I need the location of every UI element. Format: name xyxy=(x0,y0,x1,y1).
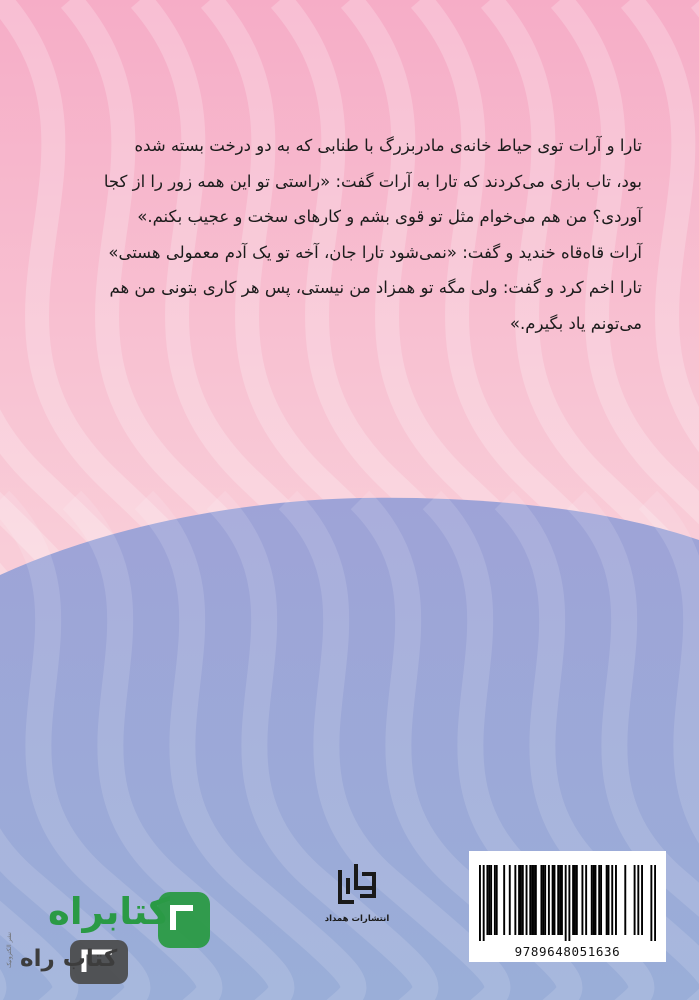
barcode-bar xyxy=(591,865,593,935)
barcode-bar xyxy=(540,865,542,935)
barcode-bar xyxy=(574,865,576,935)
barcode-bar xyxy=(598,865,600,935)
barcode-bar xyxy=(654,865,656,941)
barcode-bar xyxy=(593,865,595,935)
barcode-bar xyxy=(608,865,610,935)
barcode-bar xyxy=(522,865,524,935)
barcode-bar xyxy=(552,865,554,935)
watermark-brand xyxy=(8,880,223,995)
barcode-bar xyxy=(650,865,652,941)
publisher-logo-icon xyxy=(326,862,388,938)
barcode-bar xyxy=(548,865,550,935)
barcode-bar xyxy=(488,865,490,935)
barcode-bar xyxy=(526,865,528,935)
barcode-bar xyxy=(637,865,639,935)
barcode-bar xyxy=(509,865,511,935)
watermark-side-text: نشر الکترونیک xyxy=(6,932,13,968)
isbn-barcode xyxy=(469,851,666,962)
barcode-bar xyxy=(531,865,533,935)
story-line: آوردی؟ من هم می‌خوام مثل تو قوی بشم و کارهای سخت و عجیب بکنم.» xyxy=(137,207,642,226)
barcode-bar xyxy=(520,865,522,935)
barcode-bar xyxy=(581,865,583,935)
barcode-bar xyxy=(544,865,546,935)
barcode-bar xyxy=(557,865,559,935)
barcode-bar xyxy=(479,865,481,941)
barcode-bar xyxy=(494,865,496,935)
publisher-name: انتشارات همداد xyxy=(324,914,390,924)
watermark-brand-text: کتابراه xyxy=(48,890,170,933)
barcode-bar xyxy=(576,865,578,935)
barcode-bars xyxy=(479,865,656,941)
barcode-bar xyxy=(641,865,643,935)
barcode-bar xyxy=(611,865,613,935)
story-line: بود، تاب بازی می‌کردند که تارا به آرات گفت: «راستی تو این همه زور را از کجا xyxy=(103,171,642,191)
barcode-bar xyxy=(585,865,587,935)
barcode-bar xyxy=(559,865,561,935)
barcode-bar xyxy=(542,865,544,935)
barcode-bar xyxy=(600,865,602,935)
story-line: تارا اخم کرد و گفت: ولی مگه تو همزاد من نیستی، پس هر کاری بتونی من هم xyxy=(109,278,642,297)
barcode-bar xyxy=(568,865,570,941)
story-line: آرات قاه‌قاه خندید و گفت: «نمی‌شود تارا جان، آخه تو یک آدم معمولی هستی» xyxy=(108,242,642,262)
story-line: تارا و آرات توی حیاط خانه‌ی مادربزرگ با طنابی که به دو درخت بسته شده xyxy=(134,136,642,155)
barcode-bar xyxy=(533,865,535,935)
barcode-bar xyxy=(634,865,636,935)
barcode-bar xyxy=(535,865,537,935)
story-text xyxy=(60,128,642,341)
barcode-bar xyxy=(565,865,567,941)
barcode-bar xyxy=(606,865,608,935)
barcode-bar xyxy=(572,865,574,935)
barcode-bar xyxy=(624,865,626,935)
isbn-number: 9789648051636 xyxy=(514,944,621,959)
barcode-bar xyxy=(490,865,492,935)
barcode-bar xyxy=(561,865,563,935)
barcode-bar xyxy=(554,865,556,935)
barcode-bar xyxy=(615,865,617,935)
barcode-bar xyxy=(483,865,485,941)
story-line: می‌تونم یاد بگیرم.» xyxy=(509,313,642,333)
barcode-bar xyxy=(518,865,520,935)
barcode-bar xyxy=(595,865,597,935)
barcode-bar xyxy=(514,865,516,935)
barcode-bar xyxy=(529,865,531,935)
barcode-bar xyxy=(486,865,488,935)
watermark-brand-text-small: کتاب راه xyxy=(20,946,118,972)
barcode-bar xyxy=(503,865,505,935)
barcode-bar xyxy=(496,865,498,935)
